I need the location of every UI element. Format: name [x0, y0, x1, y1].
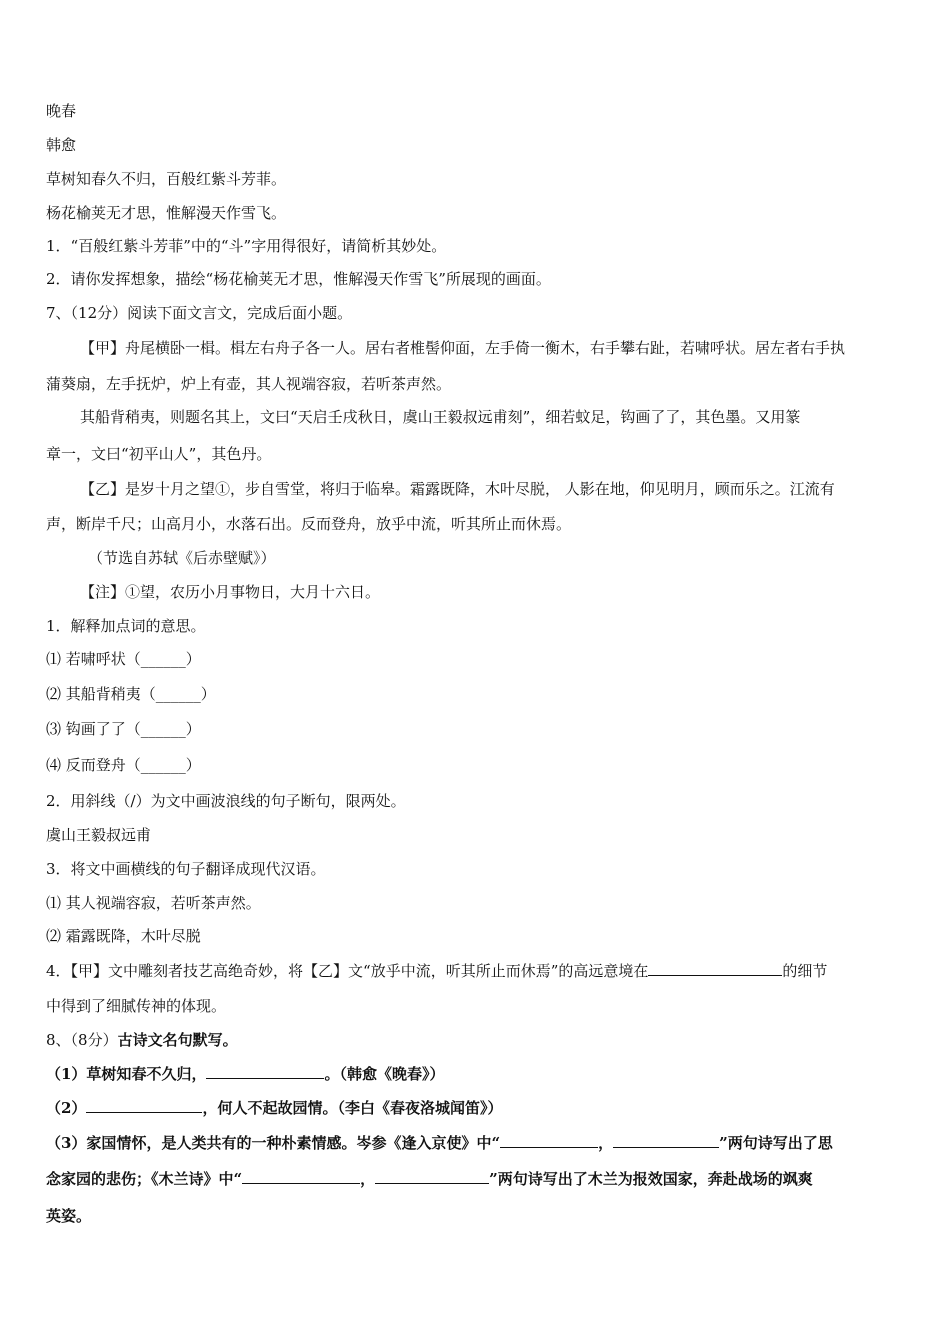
sub-question-1: 1．解释加点词的意思。	[46, 617, 206, 635]
question-7-header: 7、（12分）阅读下面文言文，完成后面小题。	[46, 304, 353, 322]
poem-author: 韩愈	[46, 136, 77, 154]
sub-question-1-item-4: ⑷ 反而登舟（______）	[46, 756, 201, 774]
question-8-item-3-line3: 英姿。	[46, 1207, 92, 1225]
passage-yi-line1: 【乙】是岁十月之望①，步自雪堂，将归于临皋。霜露既降，木叶尽脱， 人影在地，仰见明月，顾而乐之。江流有	[80, 480, 835, 498]
poem-line-2: 杨花榆荚无才思，惟解漫天作雪飞。	[46, 204, 287, 222]
passage-note: 【注】①望，农历小月事物日，大月十六日。	[80, 583, 381, 601]
q8-item3-text-c: ”两句诗写出了思	[719, 1134, 833, 1152]
poem-question-1: 1．“百般红紫斗芳菲”中的“斗”字用得很好，请简析其妙处。	[46, 237, 447, 255]
sub-question-3: 3．将文中画横线的句子翻译成现代汉语。	[46, 860, 326, 878]
sub-question-2-text: 虞山王毅叔远甫	[46, 826, 152, 844]
q8-item2-text-b: ，何人不起故园情。（李白《春夜洛城闻笛》）	[202, 1099, 503, 1117]
sub-question-1-item-3: ⑶ 钩画了了（______）	[46, 720, 201, 738]
passage-jia-p2-line2: 章一，文曰“初平山人”，其色丹。	[46, 445, 272, 463]
q8-item3-text-e: ，	[360, 1170, 376, 1188]
sub-question-4-line2: 中得到了细腻传神的体现。	[46, 997, 227, 1015]
sub-question-1-item-2: ⑵ 其船背稍夷（______）	[46, 685, 216, 703]
q8-item1-text-b: 。（韩愈《晚春》）	[324, 1065, 445, 1083]
answer-blank[interactable]	[206, 1062, 324, 1079]
question-8-header	[46, 1029, 910, 1051]
q8-item3-text-f: ”两句诗写出了木兰为报效国家，奔赴战场的飒爽	[489, 1170, 813, 1188]
answer-blank[interactable]	[375, 1167, 489, 1184]
poem-title: 晚春	[46, 102, 77, 120]
sub-question-4-text-b: 的细节	[782, 962, 828, 980]
question-8-item-2	[46, 1096, 910, 1119]
passage-jia-p1-line1: 【甲】舟尾横卧一楫。楫左右舟子各一人。居右者椎髻仰面，左手倚一衡木，右手攀右趾，若啸呼状。居左者右手执	[80, 339, 846, 357]
passage-jia-p2-line1: 其船背稍夷，则题名其上，文曰“天启壬戌秋日，虞山王毅叔远甫刻”，细若蚊足，钩画了了，其色墨。又用篆	[80, 408, 801, 426]
question-8-item-1	[46, 1062, 910, 1085]
answer-blank[interactable]	[500, 1131, 598, 1148]
answer-blank[interactable]	[242, 1167, 360, 1184]
poem-line-1: 草树知春久不归，百般红紫斗芳菲。	[46, 170, 287, 188]
passage-yi-line2: 声，断岸千尺；山高月小，水落石出。反而登舟，放乎中流，听其所止而休焉。	[46, 515, 572, 533]
sub-question-3-item-2: ⑵ 霜露既降，木叶尽脱	[46, 927, 201, 945]
answer-blank[interactable]	[86, 1096, 202, 1113]
sub-question-4-line1	[46, 959, 910, 982]
q8-item1-text-a: （1）草树知春不久归，	[46, 1065, 207, 1083]
q8-item3-text-a: （3）家国情怀，是人类共有的一种朴素情感。岑参《逢入京使》中“	[46, 1134, 501, 1152]
sub-question-1-item-1: ⑴ 若啸呼状（______）	[46, 650, 201, 668]
q8-item3-text-b: ，	[598, 1134, 614, 1152]
question-8-item-3-line2	[46, 1167, 910, 1190]
q8-item2-text-a: （2）	[46, 1099, 87, 1117]
sub-question-4-text-a: 4．【甲】文中雕刻者技艺高绝奇妙，将【乙】文“放乎中流，听其所止而休焉”的高远意境在	[46, 962, 649, 980]
answer-blank[interactable]	[613, 1131, 719, 1148]
sub-question-3-item-1: ⑴ 其人视端容寂，若听茶声然。	[46, 894, 261, 912]
question-8-number: 8、（8分）	[46, 1031, 118, 1049]
passage-jia-p1-line2: 蒲葵扇，左手抚炉，炉上有壶，其人视端容寂，若听茶声然。	[46, 375, 452, 393]
question-8-title: 古诗文名句默写。	[117, 1031, 238, 1049]
passage-source: （节选自苏轼《后赤壁赋》）	[88, 549, 276, 567]
question-8-item-3-line1	[46, 1131, 910, 1154]
sub-question-2: 2．用斜线（/）为文中画波浪线的句子断句，限两处。	[46, 792, 406, 810]
answer-blank[interactable]	[648, 959, 782, 976]
poem-question-2: 2．请你发挥想象，描绘“杨花榆荚无才思，惟解漫天作雪飞”所展现的画面。	[46, 270, 551, 288]
q8-item3-text-d: 念家园的悲伤；《木兰诗》中“	[46, 1170, 243, 1188]
